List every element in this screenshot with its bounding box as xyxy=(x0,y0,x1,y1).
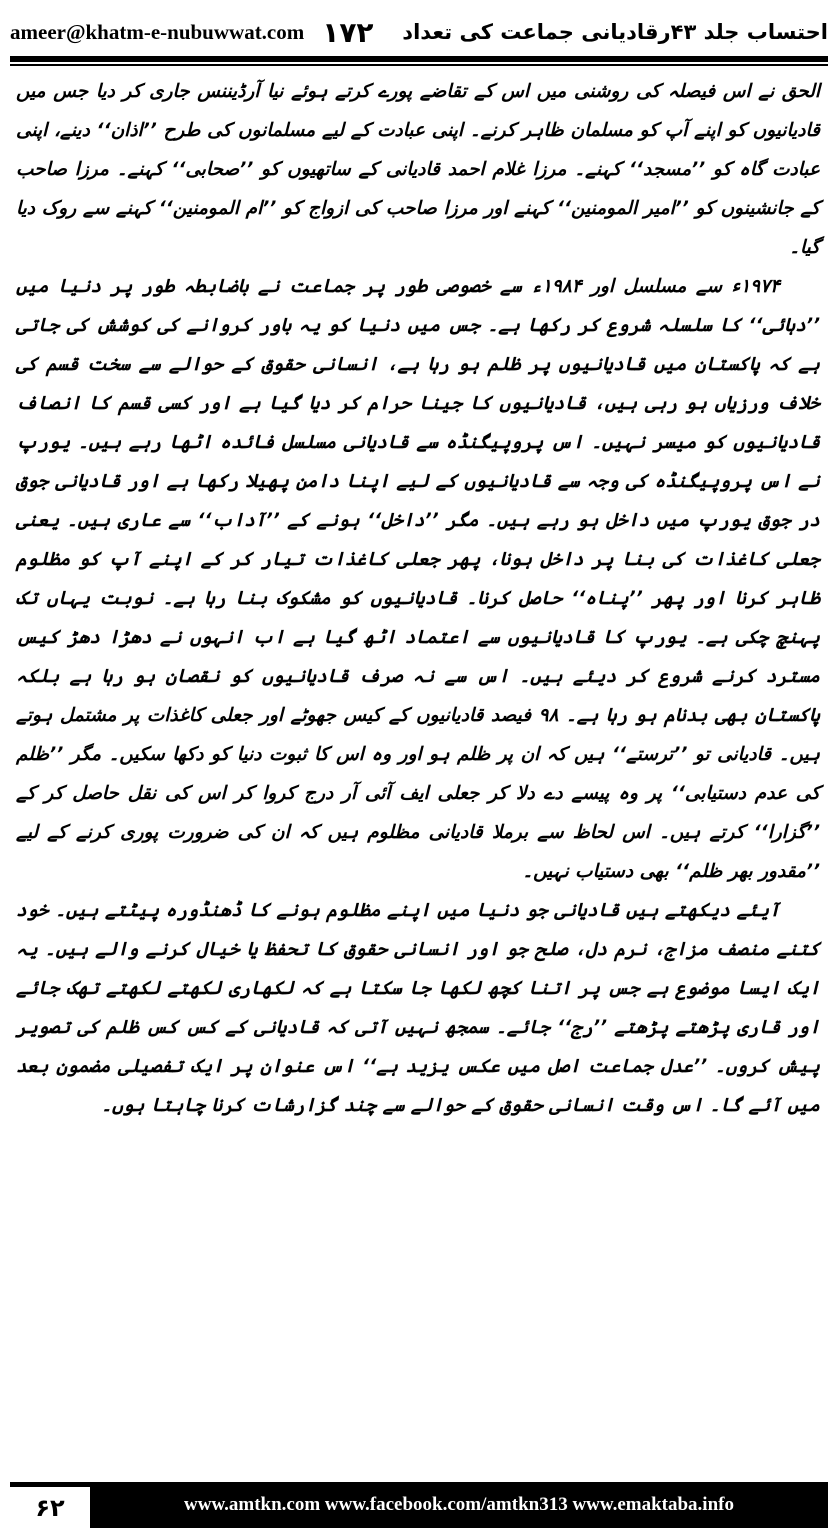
header-page-number: ۱۷۲ xyxy=(322,15,374,49)
header-rule xyxy=(10,56,828,62)
header-left xyxy=(10,16,374,49)
page-header xyxy=(10,12,828,52)
header-rule-thin xyxy=(10,64,828,66)
body-text xyxy=(16,72,820,1125)
paragraph-2: ۱۹۷۴ء سے مسلسل اور ۱۹۸۴ء سے خصوصی طور پر جماعت نے باضابطہ طور پر دنیا میں ’’دہائی‘‘ کا سلسلہ شروع کر رکھا ہے۔ جس میں دنیا کو یہ باور کروانے کی کوشش کی جاتی ہے کہ پاکستان میں قادیانیوں پر ظلم ہو رہا ہے، انسانی حقوق کے حوالے سے سخت قسم کی خلاف ورزیاں ہو رہی ہیں، قادیانیوں کا جینا حرام کر دیا گیا ہے اور کسی قسم کا انصاف قادیانیوں کو میسر نہیں۔ اس پروپیگنڈہ سے قادیانی مسلسل فائدہ اٹھا رہے ہیں۔ یورپ نے اس پروپیگنڈہ کی وجہ سے قادیانیوں کے لیے اپنا دامن پھیلا رکھا ہے اور قادیانی جوق در جوق یورپ میں داخل ہو رہے ہیں۔ مگر ’’داخل‘‘ ہونے کے ’’آداب‘‘ سے عاری ہیں۔ یعنی جعلی کاغذات کی بنا پر داخل ہونا، پھر جعلی کاغذات تیار کر کے اپنے آپ کو مظلوم ظاہر کرنا اور پھر ’’پناہ‘‘ حاصل کرنا۔ قادیانیوں کو مشکوک بنا رہا ہے۔ نوبت یہاں تک پہنچ چکی ہے۔ یورپ کا قادیانیوں سے اعتماد اٹھ گیا ہے اب انہوں نے دھڑا دھڑ کیس مسترد کرنے شروع کر دیئے ہیں۔ اس سے نہ صرف قادیانیوں کو نقصان ہو رہا ہے بلکہ پاکستان بھی بدنام ہو رہا ہے۔ ۹۸ فیصد قادیانیوں کے کیس جھوٹے اور جعلی کاغذات پر مشتمل ہوتے ہیں۔ قادیانی تو ’’ترستے‘‘ ہیں کہ ان پر ظلم ہو اور وہ اس کا ثبوت دنیا کو دکھا سکیں۔ مگر ’’ظلم کی عدم دستیابی‘‘ پر وہ پیسے دے دلا کر جعلی ایف آئی آر درج کروا کر اس کی نقل حاصل کر کے ’’گزارا‘‘ کرتے ہیں۔ اس لحاظ سے برملا قادیانی مظلوم ہیں کہ ان کی ضرورت پوری کرنے کے لیے ’’مقدور بھر ظلم‘‘ بھی دستیاب نہیں۔ xyxy=(16,276,821,882)
page-footer xyxy=(10,1482,828,1528)
header-title: احتساب جلد ۴۳رقادیانی جماعت کی تعداد xyxy=(402,20,828,44)
footer-links: www.amtkn.com www.facebook.com/amtkn313 www.emaktaba.info xyxy=(90,1482,828,1528)
paragraph-1: الحق نے اس فیصلہ کی روشنی میں اس کے تقاضے پورے کرتے ہوئے نیا آرڈیننس جاری کر دیا جس میں قادیانیوں کو اپنے آپ کو مسلمان ظاہر کرنے۔ اپنی عبادت کے لیے مسلمانوں کی طرح ’’اذان‘‘ دینے، اپنی عبادت گاہ کو ’’مسجد‘‘ کہنے۔ مرزا غلام احمد قادیانی کے ساتھیوں کو ’’صحابی‘‘ کہنے۔ مرزا صاحب کے جانشینوں کو ’’امیر المومنین‘‘ کہنے اور مرزا صاحب کی ازواج کو ’’ام المومنین‘‘ کہنے سے روک دیا گیا۔ xyxy=(16,81,820,258)
header-email: ameer@khatm-e-nubuwwat.com xyxy=(10,19,305,44)
footer-page-number: ۶۲ xyxy=(10,1482,90,1528)
paragraph-3: آیئے دیکھتے ہیں قادیانی جو دنیا میں اپنے مظلوم ہونے کا ڈھنڈورہ پیٹتے ہیں۔ خود کتنے منصف مزاج، نرم دل، صلح جو اور انسانی حقوق کا تحفظ یا خیال کرنے والے ہیں۔ یہ ایک ایسا موضوع ہے جس پر اتنا کچھ لکھا جا سکتا ہے کہ لکھاری لکھتے لکھتے تھک جائے اور قاری پڑھتے پڑھتے ’’رج‘‘ جائے۔ سمجھ نہیں آتی کہ قادیانی کے کس کس ظلم کی تصویر پیش کروں۔ ’’عدل جماعت اصل میں عکس یزید ہے‘‘ اس عنوان پر ایک تفصیلی مضمون بعد میں آئے گا۔ اس وقت انسانی حقوق کے حوالے سے چند گزارشات کرنا چاہتا ہوں۔ xyxy=(16,900,820,1116)
